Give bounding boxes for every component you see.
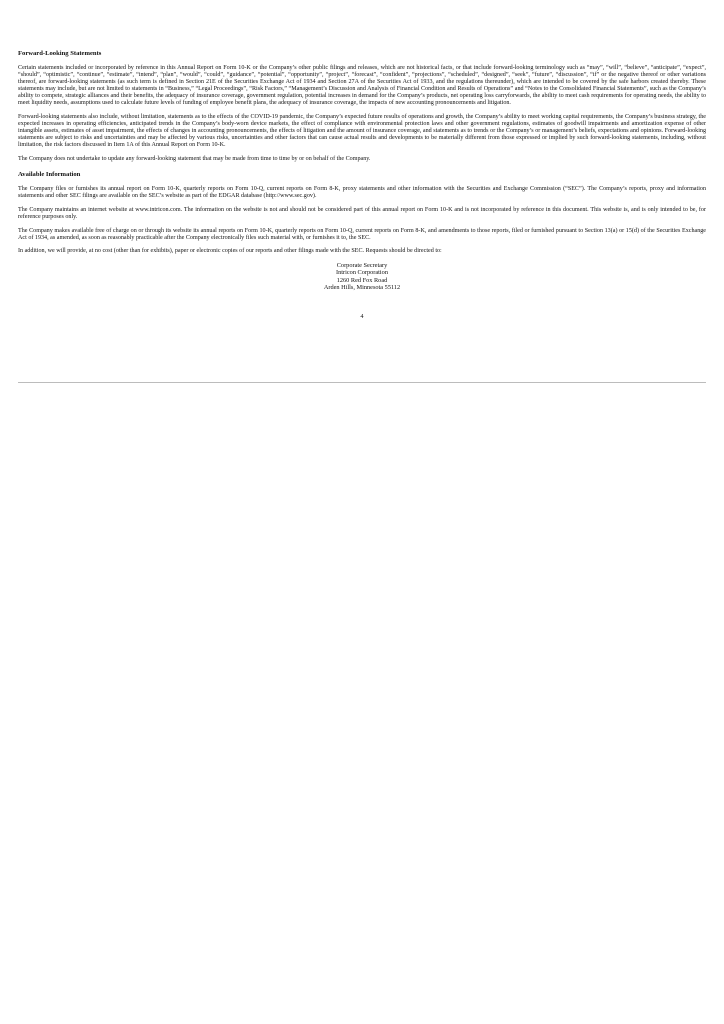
address-line: 1260 Red Fox Road — [336, 276, 388, 284]
page-number: 4 — [360, 313, 364, 321]
document-page — [18, 50, 706, 320]
corporate-secretary-address — [18, 262, 706, 292]
address-line: Corporate Secretary — [336, 261, 388, 269]
page-divider — [18, 382, 706, 383]
section-heading-available-information: Available Information — [18, 171, 81, 179]
available-info-paragraph-2: The Company maintains an internet website at www.intricon.com. The information on the website is not and should not be considered part of this annual report on Form 10-K and is not incorporated by reference in this document. This website is, and is only intended to be, for reference purposes only. — [18, 206, 706, 220]
address-line: Arden Hills, Minnesota 55112 — [323, 284, 401, 291]
forward-looking-paragraph-2: Forward-looking statements also include, without limitation, statements as to the effects of the COVID-19 pandemic, the Company’s expected future results of operations and growth, the Company’s ability to meet working capital requirements, the Company’s business strategy, the expected increases in operating efficiencies, anticipated trends in the Company’s body-worn device markets, the effect of compliance with environmental protection laws and other government regulations, estimates of goodwill impairments and amortization expense of other intangible assets, estimates of asset impairment, the effects of changes in accounting pronouncements, the effects of litigation and the amount of insurance coverage, and statements as to trends or the Company’s or management’s beliefs, expectations and opinions. Forward-looking statements are subject to risks and uncertainties and may be affected by various risks, uncertainties and other factors that can cause actual results and developments to be materially different from those expressed or implied by such forward-looking statements, including, without limitation, the risk factors discussed in Item 1A of this Annual Report on Form 10-K. — [18, 114, 706, 149]
address-line: Intricon Corporation — [336, 269, 388, 277]
available-info-paragraph-4: In addition, we will provide, at no cost (other than for exhibits), paper or electronic copies of our reports and other filings made with the SEC. Requests should be directed to: — [18, 248, 442, 255]
available-info-paragraph-1: The Company files or furnishes its annual report on Form 10-K, quarterly reports on Form 10-Q, current reports on Form 8-K, proxy statements and other information with the Securities and Exchange Commission (“SEC”). The Company’s reports, proxy and information statements and other SEC filings are available on the SEC’s website as part of the EDGAR database (http://www.sec.gov). — [18, 186, 706, 200]
forward-looking-paragraph-3: The Company does not undertake to update any forward-looking statement that may be made from time to time by or on behalf of the Company. — [18, 156, 371, 163]
available-info-paragraph-3: The Company makes available free of charge on or through its website its annual reports on Form 10-K, quarterly reports on Form 10-Q, current reports on Form 8-K, and amendments to those reports, filed or furnished pursuant to Section 13(a) or 15(d) of the Securities Exchange Act of 1934, as amended, as soon as reasonably practicable after the Company electronically files such material with, or furnishes it to, the SEC. — [18, 227, 706, 241]
forward-looking-paragraph-1: Certain statements included or incorporated by reference in this Annual Report on Form 10-K or the Company’s other public filings and releases, which are not historical facts, or that include forward-looking terminology such as “may”, “will”, “believe”, “anticipate”, “expect”, “should”, “optimistic”, “continue”, “estimate”, “intend”, “plan”, “would”, “could”, “guidance”, “potential”, “opportunity”, “project”, “forecast”, “confident”, “projections”, “scheduled”, “designed”, “seek”, “future”, “discussion”, “if” or the negative thereof or other variations thereof, are forward-looking statements (as such term is defined in Section 21E of the Securities Exchange Act of 1934 and Section 27A of the Securities Act of 1933, and the regulations thereunder), which are intended to be covered by the safe harbors created thereby. These statements may include, but are not limited to statements in “Business,” “Legal Proceedings”, “Risk Factors,” “Management’s Discussion and Analysis of Financial Condition and Results of Operations” and “Notes to the Consolidated Financial Statements”, such as the Company’s ability to compete, strategic alliances and their benefits, the adequacy of insurance coverage, government regulation, potential increases in demand for the Company’s products, net operating loss carryforwards, the ability to meet cash requirements for operating needs, the ability to meet liquidity needs, assumptions used to calculate future levels of funding of employee benefit plans, the adequacy of insurance coverage, the impacts of new accounting pronouncements and litigation. — [18, 65, 706, 107]
section-heading-forward-looking: Forward-Looking Statements — [18, 50, 102, 57]
